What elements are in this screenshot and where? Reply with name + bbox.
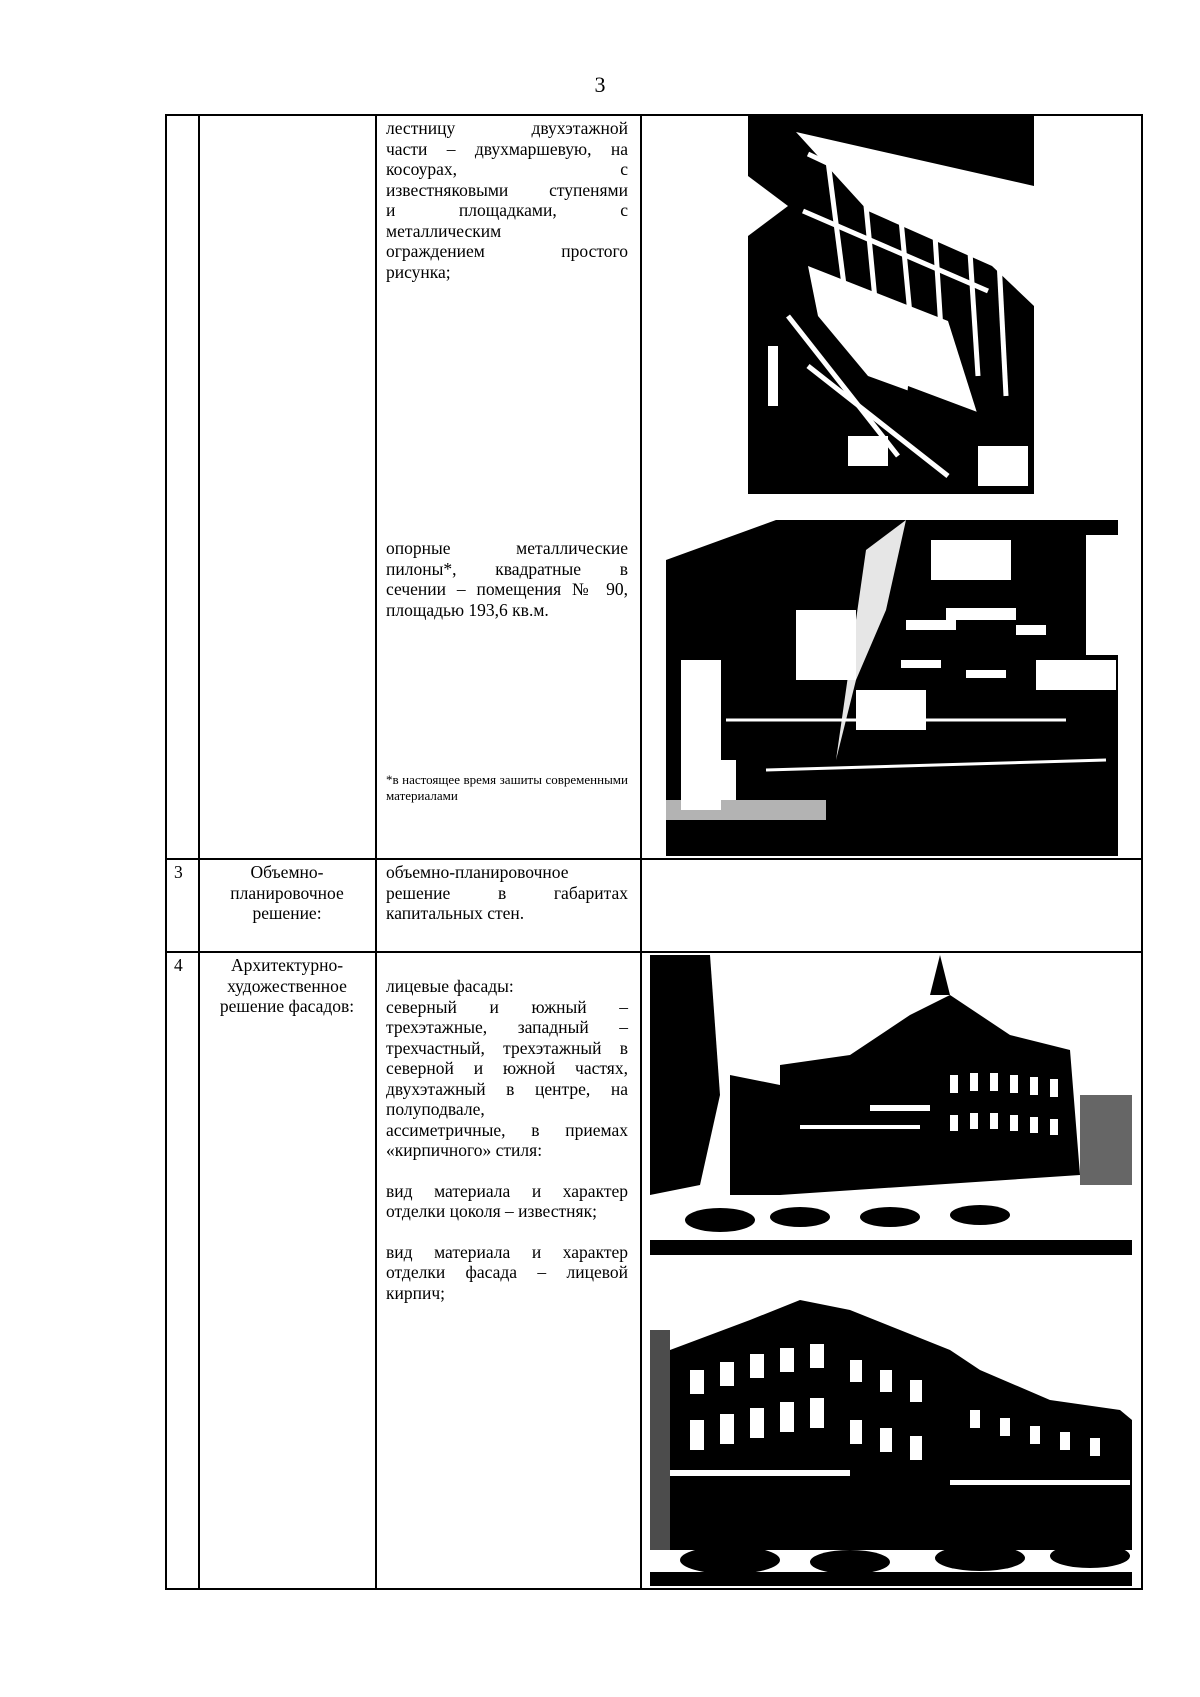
pylon-line-3: сечении – помещения № 90, bbox=[386, 579, 628, 599]
stair-line-3: косоурах, с bbox=[386, 159, 628, 179]
footnote-text: *в настоящее время зашиты современными материалами bbox=[386, 772, 628, 803]
col-border-2 bbox=[375, 114, 377, 1590]
pylon-line-2: пилоны*, квадратные в bbox=[386, 558, 628, 579]
row-3-number: 3 bbox=[174, 862, 183, 882]
col-border-1 bbox=[198, 114, 200, 1590]
row-3-description bbox=[386, 862, 628, 924]
facade-description: северный и южный – трехэтажные, западный – трехчастный, трехэтажный в северной и южной частях, двухэтажный в центре, на полуподвале, bbox=[386, 996, 628, 1119]
facade-heading: лицевые фасады: bbox=[386, 976, 514, 996]
row-border-4 bbox=[165, 951, 1142, 953]
facade-photo-north bbox=[650, 955, 1132, 1255]
spacer bbox=[386, 1222, 628, 1242]
row-3-title-text: Объемно-планировочное решение: bbox=[230, 862, 344, 923]
stair-description bbox=[386, 118, 628, 282]
pylon-footnote bbox=[386, 772, 628, 804]
row-4-description bbox=[386, 976, 628, 1303]
pylon-description bbox=[386, 538, 628, 620]
col-border-left bbox=[165, 114, 167, 1590]
pylon-line-1: опорные металлические bbox=[386, 538, 628, 558]
pylon-line-4: площадью 193,6 кв.м. bbox=[386, 599, 549, 620]
row-3-title bbox=[208, 862, 366, 924]
page-number: 3 bbox=[594, 72, 606, 97]
spacer bbox=[386, 1161, 628, 1181]
row-4-number: 4 bbox=[174, 955, 183, 975]
row-border-3 bbox=[165, 858, 1142, 860]
facade-style: ассиметричные, в приемах «кирпичного» стиля: bbox=[386, 1119, 628, 1160]
stair-line-1: лестницу двухэтажной bbox=[386, 118, 628, 138]
stair-photo bbox=[748, 116, 1034, 494]
plinth-material: вид материала и характер отделки цоколя – известняк; bbox=[386, 1180, 628, 1221]
row-3-description-text: объемно-планировочное решение в габаритах капитальных стен. bbox=[386, 862, 628, 923]
col-border-right bbox=[1141, 114, 1143, 1590]
table-bottom-border bbox=[165, 1588, 1142, 1590]
stair-line-2: части – двухмаршевую, на bbox=[386, 138, 628, 159]
stair-line-5: и площадками, с bbox=[386, 200, 628, 220]
col-border-3 bbox=[640, 114, 642, 1590]
facade-material: вид материала и характер отделки фасада – лицевой кирпич; bbox=[386, 1241, 628, 1303]
row-4-title bbox=[208, 955, 366, 1017]
row-4-title-text: Архитектурно-художественное решение фасадов: bbox=[219, 955, 355, 1016]
facade-photo-brick bbox=[650, 1290, 1132, 1586]
stair-line-6: металлическим bbox=[386, 220, 502, 241]
stair-line-4: известняковыми ступенями bbox=[386, 179, 628, 200]
stair-line-7: ограждением простого bbox=[386, 241, 628, 261]
pylon-interior-photo bbox=[666, 520, 1118, 856]
stair-line-8: рисунка; bbox=[386, 261, 451, 282]
